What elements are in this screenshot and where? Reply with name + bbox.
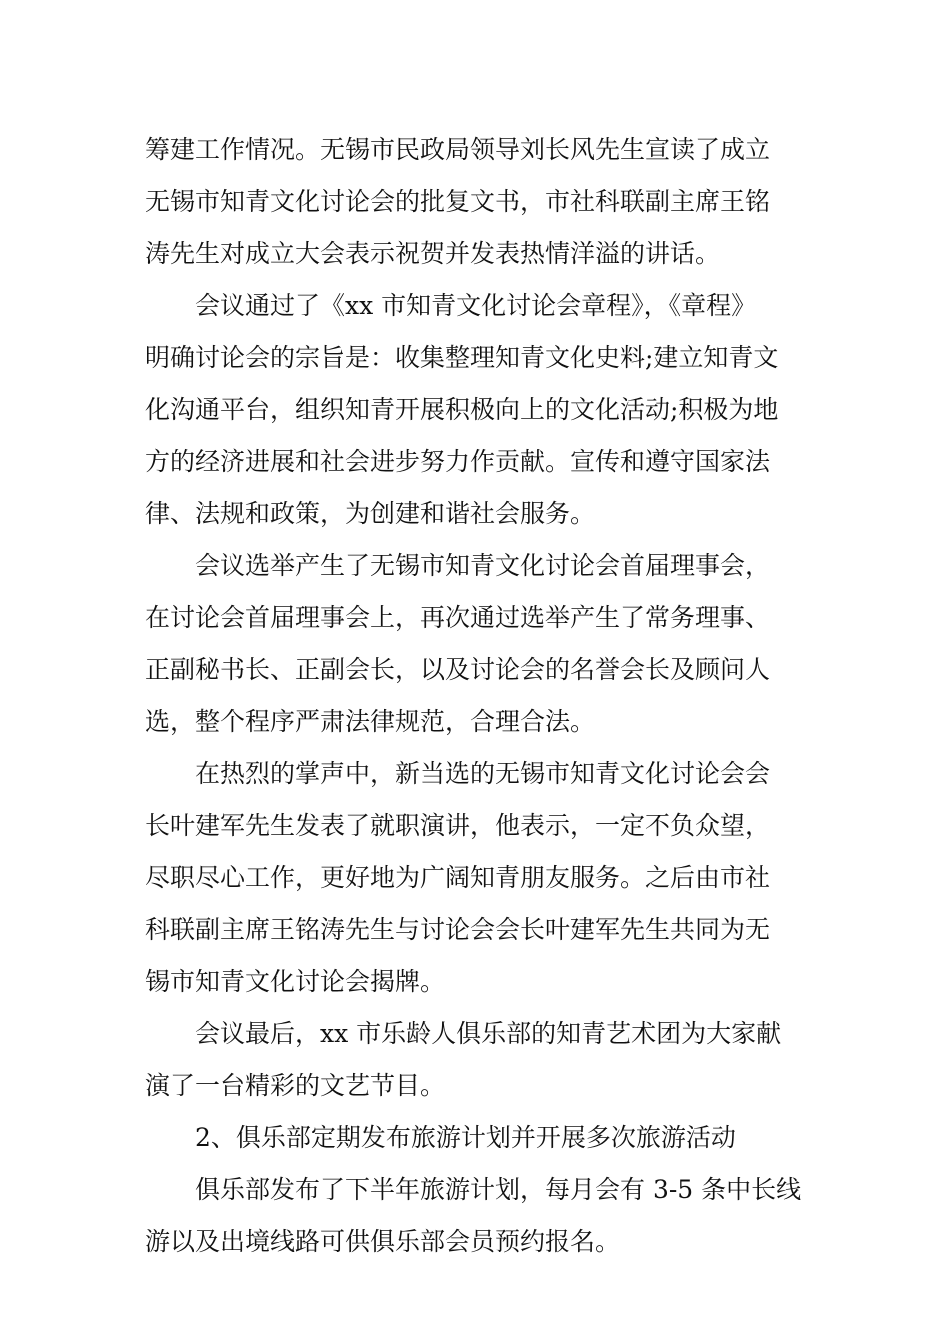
paragraph-start-line: 会议通过了《xx 市知青文化讨论会章程》，《章程》	[195, 291, 757, 320]
text-line: 涛先生对成立大会表示祝贺并发表热情洋溢的讲话。	[145, 239, 721, 268]
document-body	[145, 124, 810, 1268]
text-line: 尽职尽心工作，更好地为广阔知青朋友服务。之后由市社	[145, 863, 771, 892]
text-line: 科联副主席王铭涛先生与讨论会会长叶建军先生共同为无	[145, 915, 771, 944]
text-line: 在讨论会首届理事会上，再次通过选举产生了常务理事、	[145, 603, 771, 632]
section-heading: 2、俱乐部定期发布旅游计划并开展多次旅游活动	[195, 1123, 736, 1152]
paragraph-start-line: 在热烈的掌声中，新当选的无锡市知青文化讨论会会	[195, 759, 771, 788]
text-line: 正副秘书长、正副会长，以及讨论会的名誉会长及顾问人	[145, 655, 771, 684]
text-line: 演了一台精彩的文艺节目。	[145, 1071, 446, 1100]
paragraph-start-line: 俱乐部发布了下半年旅游计划，每月会有 3-5 条中长线	[195, 1175, 802, 1204]
text-line: 律、法规和政策，为创建和谐社会服务。	[145, 499, 596, 528]
text-line: 游以及出境线路可供俱乐部会员预约报名。	[145, 1227, 621, 1256]
text-line: 选，整个程序严肃法律规范，合理合法。	[145, 707, 596, 736]
text-line: 明确讨论会的宗旨是：收集整理知青文化史料;建立知青文	[145, 343, 779, 372]
paragraph-start-line: 会议选举产生了无锡市知青文化讨论会首届理事会，	[195, 551, 771, 580]
text-line: 筹建工作情况。无锡市民政局领导刘长风先生宣读了成立	[145, 135, 771, 164]
text-line: 锡市知青文化讨论会揭牌。	[145, 967, 446, 996]
text-line: 长叶建军先生发表了就职演讲，他表示，一定不负众望，	[145, 811, 771, 840]
text-line: 无锡市知青文化讨论会的批复文书，市社科联副主席王铭	[145, 187, 771, 216]
text-line: 化沟通平台，组织知青开展积极向上的文化活动;积极为地	[145, 395, 779, 424]
paragraph-start-line: 会议最后，xx 市乐龄人俱乐部的知青艺术团为大家献	[195, 1019, 782, 1048]
text-line: 方的经济进展和社会进步努力作贡献。宣传和遵守国家法	[145, 447, 771, 476]
